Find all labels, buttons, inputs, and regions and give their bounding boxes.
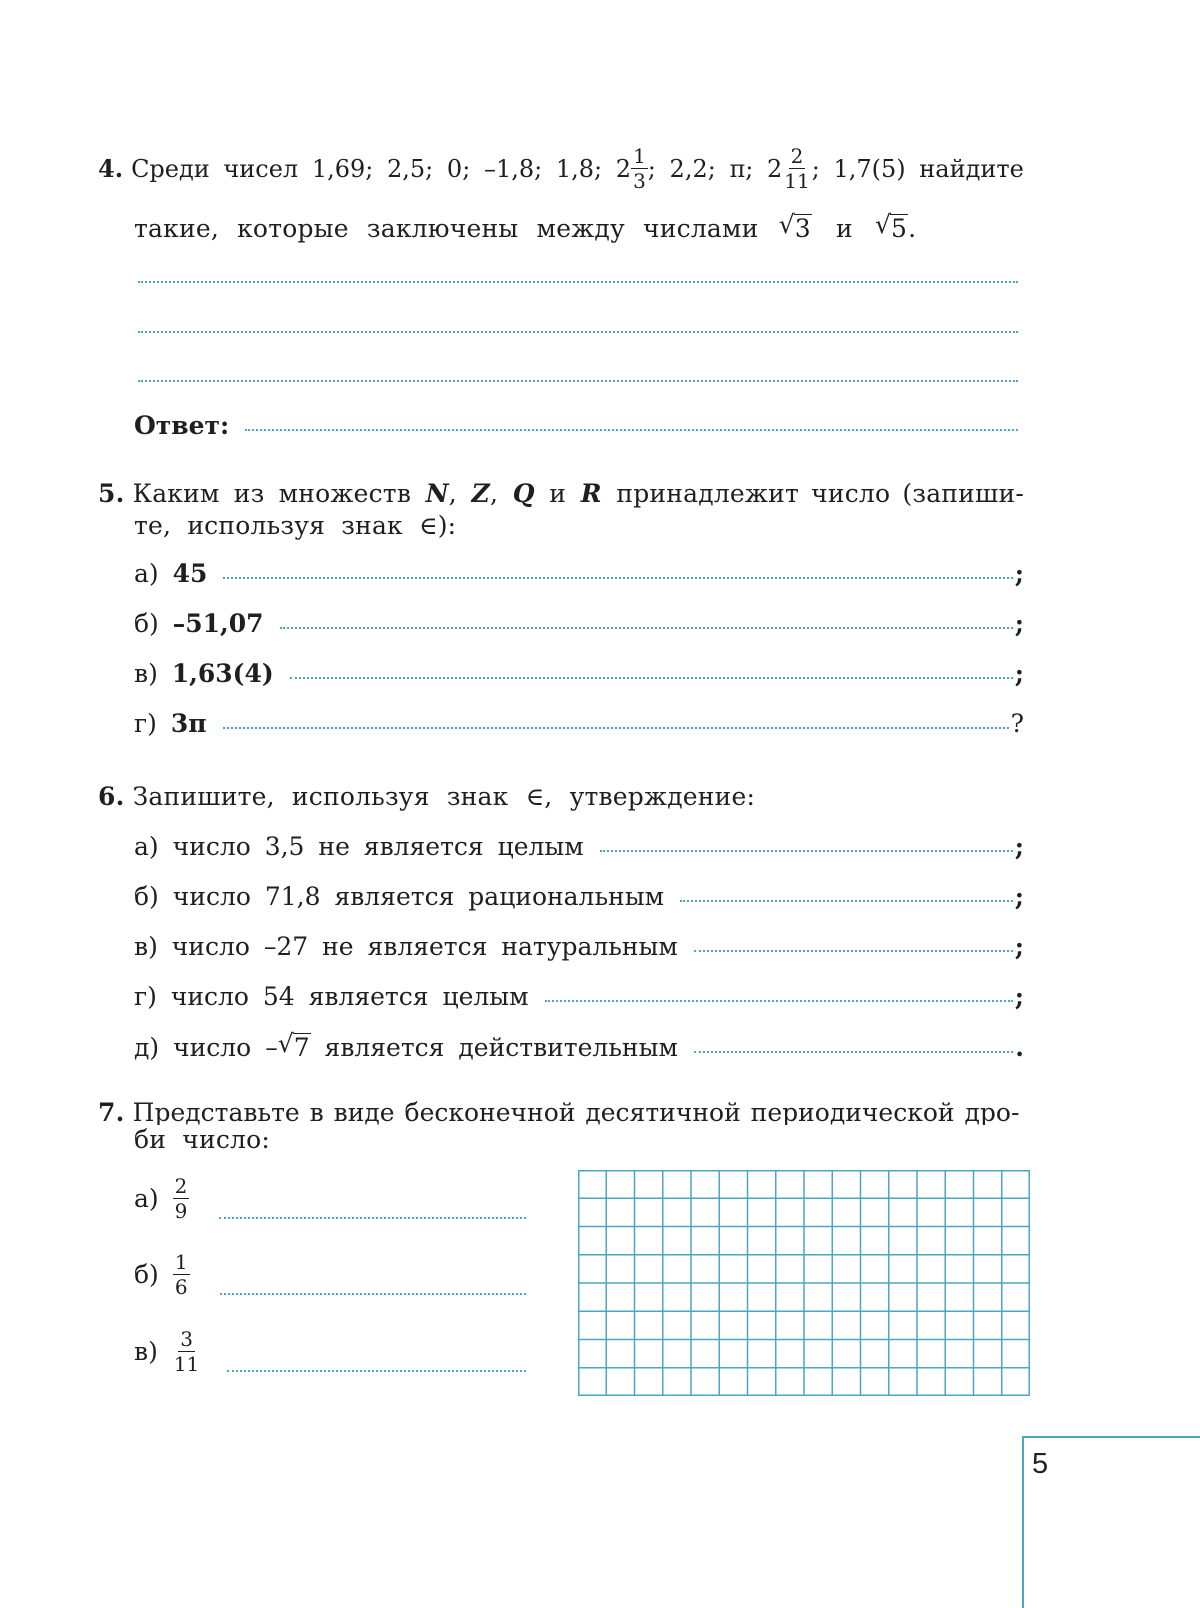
fraction [172,1329,201,1374]
end-punct: ; [1014,882,1024,911]
task-4-number-item: π; [729,154,754,183]
denominator: 9 [174,1199,188,1223]
period: . [908,214,917,243]
task-7-line-2: би число: [134,1125,271,1154]
end-punct: ; [1014,832,1024,861]
task-6-item-d [134,984,1024,1009]
task-6-number: 6. [98,782,125,811]
denominator: 11 [784,169,810,193]
item-label: а) [134,832,159,861]
task-6-title: Запишите, используя знак ∈, утверждение: [132,782,756,811]
answer-field[interactable] [600,850,1013,852]
item-label: а) [134,559,159,588]
set-n: N [425,479,449,508]
task-5-set-z-group [472,481,499,506]
task-4-lead [98,153,299,183]
sqrt-5 [874,210,908,243]
item-text: число 3,5 не является целым [172,832,584,861]
item-value: 3π [170,709,207,738]
answer-field[interactable] [290,677,1013,679]
sqrt-icon: √ [778,210,795,239]
mixed-whole: 2 [615,154,632,183]
end-punct: ; [1014,659,1024,688]
item-text: число 71,8 является рациональным [172,882,665,911]
end-punct: . [1015,1033,1024,1062]
task-4-number: 4. [98,153,124,183]
item-label: б) [134,609,159,638]
item-value: 1,63(4) [171,659,274,688]
task-7-number: 7. [98,1100,125,1125]
task-4-line-2 [134,210,917,243]
task-5-text: Каким из множеств [132,479,412,508]
end-punct: ; [1014,982,1024,1011]
task-4-line-2-text: такие, которые заключены между числами [134,214,759,243]
radicand: 7 [293,1033,310,1062]
task-4-number-item: –1,8; [483,154,543,183]
graph-paper-grid[interactable] [578,1170,1030,1396]
task-7-item-a [134,1176,528,1221]
answer-field[interactable] [280,627,1013,629]
fraction [631,146,648,191]
set-z: Z [471,479,490,508]
sqrt-3 [778,210,812,243]
denominator: 6 [174,1275,188,1299]
task-4-mixed-1 [616,146,656,191]
task-5-line-1 [98,481,1024,506]
item-label-group [134,1252,190,1297]
task-4-line-1 [98,146,1024,191]
answer-field[interactable] [223,577,1012,579]
item-text: число 54 является целым [170,982,529,1011]
task-5-lead [98,481,411,506]
answer-field[interactable] [227,1370,526,1372]
item-value: 45 [172,559,208,588]
item-label: г) [134,709,157,738]
item-label-group [134,1329,201,1374]
item-label-group [134,711,207,736]
task-6-item-b [134,884,1024,909]
item-text: число [173,1033,252,1062]
answer-field[interactable] [219,1217,526,1219]
fraction [173,1176,190,1221]
task-5-set-n-group [426,481,457,506]
item-label: в) [134,932,158,961]
numerator: 2 [174,1174,188,1198]
answer-line[interactable] [138,380,1018,382]
task-4-number-item: 2,5; [387,154,434,183]
sqrt-7 [277,1029,311,1062]
answer-field[interactable] [680,900,1013,902]
answer-line[interactable] [138,281,1018,283]
numerator: 2 [790,144,804,168]
fraction [782,146,811,191]
mixed-whole: 2 [766,154,783,183]
task-6-item-a [134,834,1024,859]
numerator: 3 [180,1327,193,1351]
item-label: а) [134,1184,159,1213]
end-punct: ? [1010,709,1024,738]
task-7-text: Представьте в виде бесконечной десятичной периодической дро- [132,1100,1020,1125]
denominator: 3 [633,169,646,193]
item-text: число –27 не является натуральным [171,932,678,961]
comma: , [489,479,499,508]
sqrt-icon: √ [277,1029,294,1058]
item-label-group [134,884,664,909]
answer-line[interactable] [138,331,1018,333]
radicand: 3 [794,214,811,243]
task-5-number: 5. [98,479,125,508]
page-number: 5 [1032,1448,1049,1480]
answer-field[interactable] [245,429,1018,431]
task-4-suffix: найдите [919,154,1024,183]
radicand: 5 [890,214,908,243]
task-4-number-item: 2,2; [669,154,716,183]
item-label: в) [134,1337,158,1366]
task-7-line-1 [98,1100,1019,1125]
item-label-group [134,984,529,1009]
task-4-prefix: Среди чисел [131,154,299,183]
item-label: в) [134,659,158,688]
denominator: 11 [173,1352,200,1376]
task-7-item-c [134,1329,528,1374]
separator: ; [647,154,656,183]
set-q: Q [512,479,535,508]
conjunction: и [549,479,567,508]
end-punct: ; [1014,559,1024,588]
task-5-item-a [134,561,1024,586]
item-label-group [134,1029,678,1062]
task-6-item-e [134,1029,1024,1062]
item-label: б) [134,882,159,911]
item-label: б) [134,1260,159,1289]
conjunction: и [835,214,853,243]
fraction [173,1252,190,1297]
task-5-item-c [134,661,1024,686]
answer-row [134,413,1018,438]
answer-label: Ответ: [134,411,230,440]
task-5-text: принадлежит число (запиши- [616,479,1024,508]
sqrt-icon: √ [874,210,892,239]
item-text: является действительным [324,1033,678,1062]
answer-field[interactable] [694,950,1013,952]
item-label-group [134,834,584,859]
task-4-number-item: 1,69; [311,154,374,183]
end-punct: ; [1014,609,1024,638]
separator: ; [811,154,820,183]
answer-field[interactable] [223,727,1009,729]
item-label-group [134,611,264,636]
minus-sign: – [265,1033,278,1062]
task-4-number-item: 1,8; [555,154,603,183]
task-6-title-line [98,784,755,809]
numerator: 1 [174,1250,188,1274]
item-value: –51,07 [172,609,264,638]
item-label: г) [134,982,157,1011]
task-7-item-b [134,1252,528,1297]
answer-field[interactable] [545,1000,1013,1002]
task-4-number-item: 0; [446,154,471,183]
answer-field[interactable] [694,1051,1013,1053]
task-5-item-b [134,611,1024,636]
item-label-group [134,1176,189,1221]
task-4-mixed-2 [767,146,820,191]
task-4-last-number: 1,7(5) [833,154,906,183]
set-r: R [580,479,602,508]
page-number-box [1022,1436,1200,1608]
task-6-item-c [134,934,1024,959]
item-label-group [134,561,207,586]
comma: , [448,479,457,508]
item-label: д) [134,1033,160,1062]
answer-field[interactable] [220,1293,526,1295]
end-punct: ; [1014,932,1024,961]
item-label-group [134,661,274,686]
numerator: 1 [633,144,646,168]
item-label-group [134,934,678,959]
task-5-item-d [134,711,1024,736]
task-5-line-2: те, используя знак ∈): [134,511,457,540]
